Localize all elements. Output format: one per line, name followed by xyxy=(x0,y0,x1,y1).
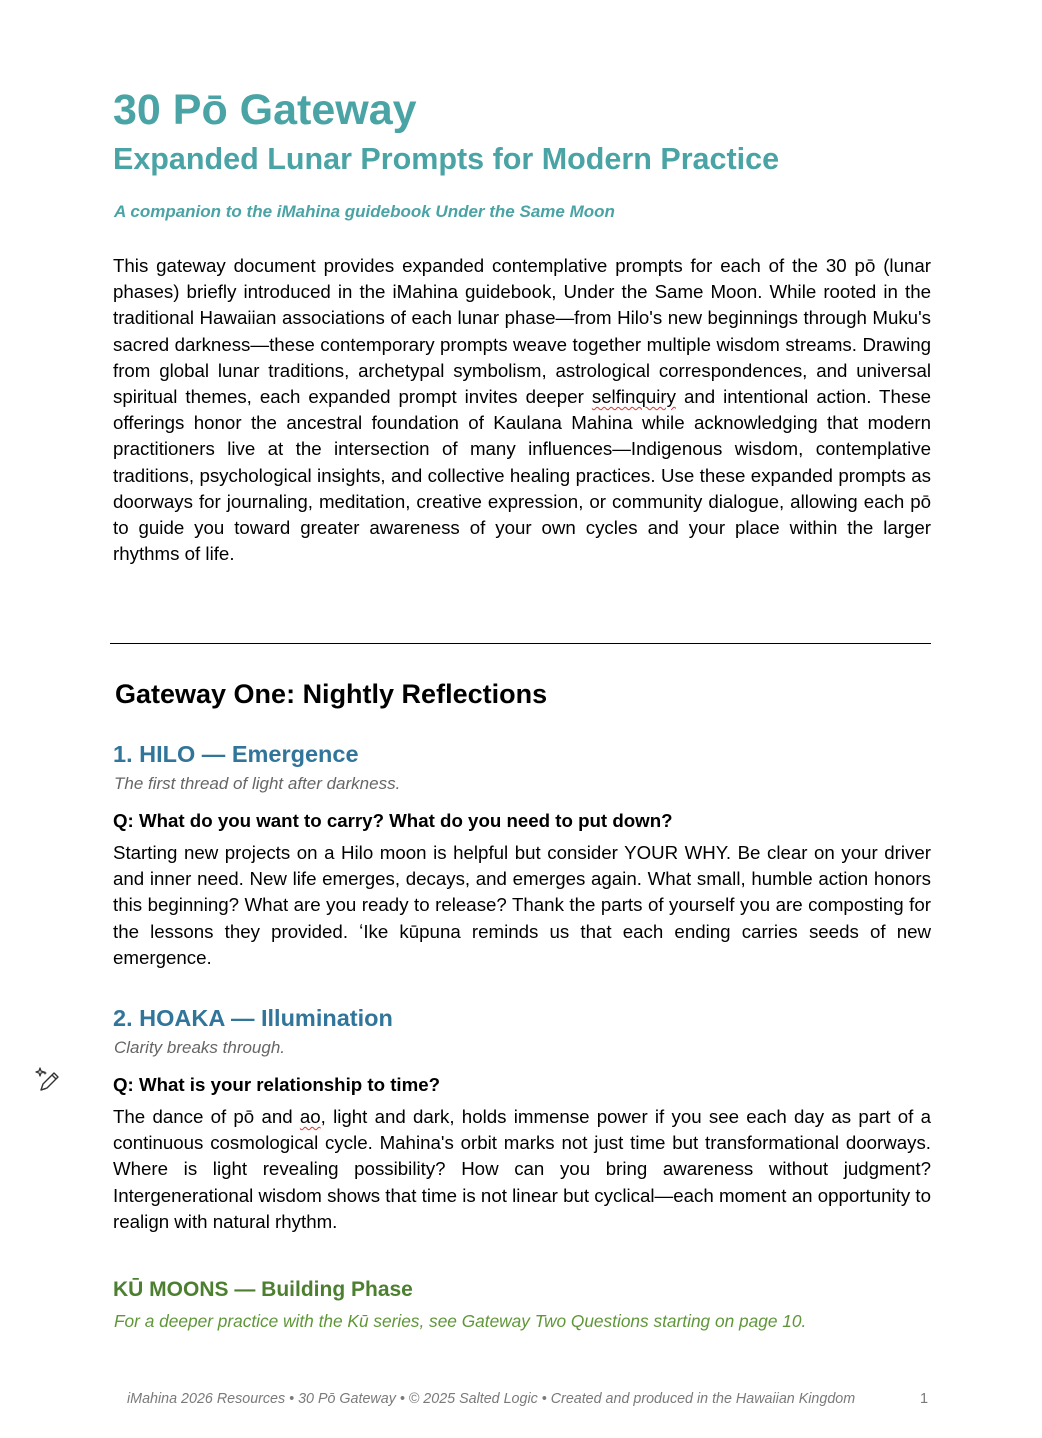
ku-moons-heading: KŪ MOONS — Building Phase xyxy=(113,1278,413,1301)
spellcheck-flag[interactable]: ao xyxy=(299,1106,321,1127)
moon-body-hilo: Starting new projects on a Hilo moon is helpful but consider YOUR WHY. Be clear on your driver and inner need. New life emerges, decays, and emerges again. What small, humble action honors this beginning? What are you ready to release? Thank the parts of yourself you are composting for the lessons they provided. ʻIke kūpuna reminds us that each ending carries seeds of new emergence. xyxy=(113,842,931,968)
ku-moons-note: For a deeper practice with the Kū series, see Gateway Two Questions starting on page 10. xyxy=(114,1311,807,1331)
moon-question-hilo: Q: What do you want to carry? What do you need to put down? xyxy=(113,810,673,831)
page-subtitle: Expanded Lunar Prompts for Modern Practice xyxy=(113,142,780,176)
moon-heading-hilo: 1. HILO — Emergence xyxy=(113,741,359,767)
page-title: 30 Pō Gateway xyxy=(113,86,417,134)
moon-body-hoaka: The dance of pō and ao, light and dark, holds immense power if you see each day as part of a continuous cosmological cycle. Mahina's orbit marks not just time but transformational doorways. Where is light revealing possibility? How can you bring awareness without judgment? Intergenerational wisdom shows that time is not linear but cyclical—each moment an opportunity to realign with natural rhythm. xyxy=(113,1106,931,1232)
sparkle-pen-icon[interactable] xyxy=(34,1066,62,1094)
moon-heading-hoaka: 2. HOAKA — Illumination xyxy=(113,1005,393,1031)
moon-question-hoaka: Q: What is your relationship to time? xyxy=(113,1074,441,1095)
page-footer: iMahina 2026 Resources • 30 Pō Gateway • © 2025 Salted Logic • Created and produced in the Hawaiian Kingdom xyxy=(127,1391,856,1407)
gateway-heading: Gateway One: Nightly Reflections xyxy=(115,679,548,709)
companion-note: A companion to the iMahina guidebook Under the Same Moon xyxy=(114,202,615,221)
moon-tagline-hoaka: Clarity breaks through. xyxy=(114,1038,286,1057)
intro-paragraph: This gateway document provides expanded contemplative prompts for each of the 30 pō (lunar phases) briefly introduced in the iMahina guidebook, Under the Same Moon. While rooted in the traditional Hawaiian associations of each lunar phase—from Hilo's new beginnings through Muku's sacred darkness—these contemporary prompts weave together multiple wisdom streams. Drawing from global lunar traditions, archetypal symbolism, astrological correspondences, and universal spiritual themes, each expanded prompt invites deeper selfinquiry and intentional action. These offerings honor the ancestral foundation of Kaulana Mahina while acknowledging that modern practitioners live at the intersection of many influences—Indigenous wisdom, contemplative traditions, psychological insights, and collective healing practices. Use these expanded prompts as doorways for journaling, meditation, creative expression, or community dialogue, allowing each pō to guide you toward greater awareness of your own cycles and your place within the larger rhythms of life. xyxy=(113,255,931,565)
spellcheck-flag[interactable]: selfinquiry xyxy=(591,386,676,408)
section-divider xyxy=(110,643,931,644)
moon-tagline-hilo: The first thread of light after darkness. xyxy=(114,774,401,793)
page-number: 1 xyxy=(920,1391,929,1407)
